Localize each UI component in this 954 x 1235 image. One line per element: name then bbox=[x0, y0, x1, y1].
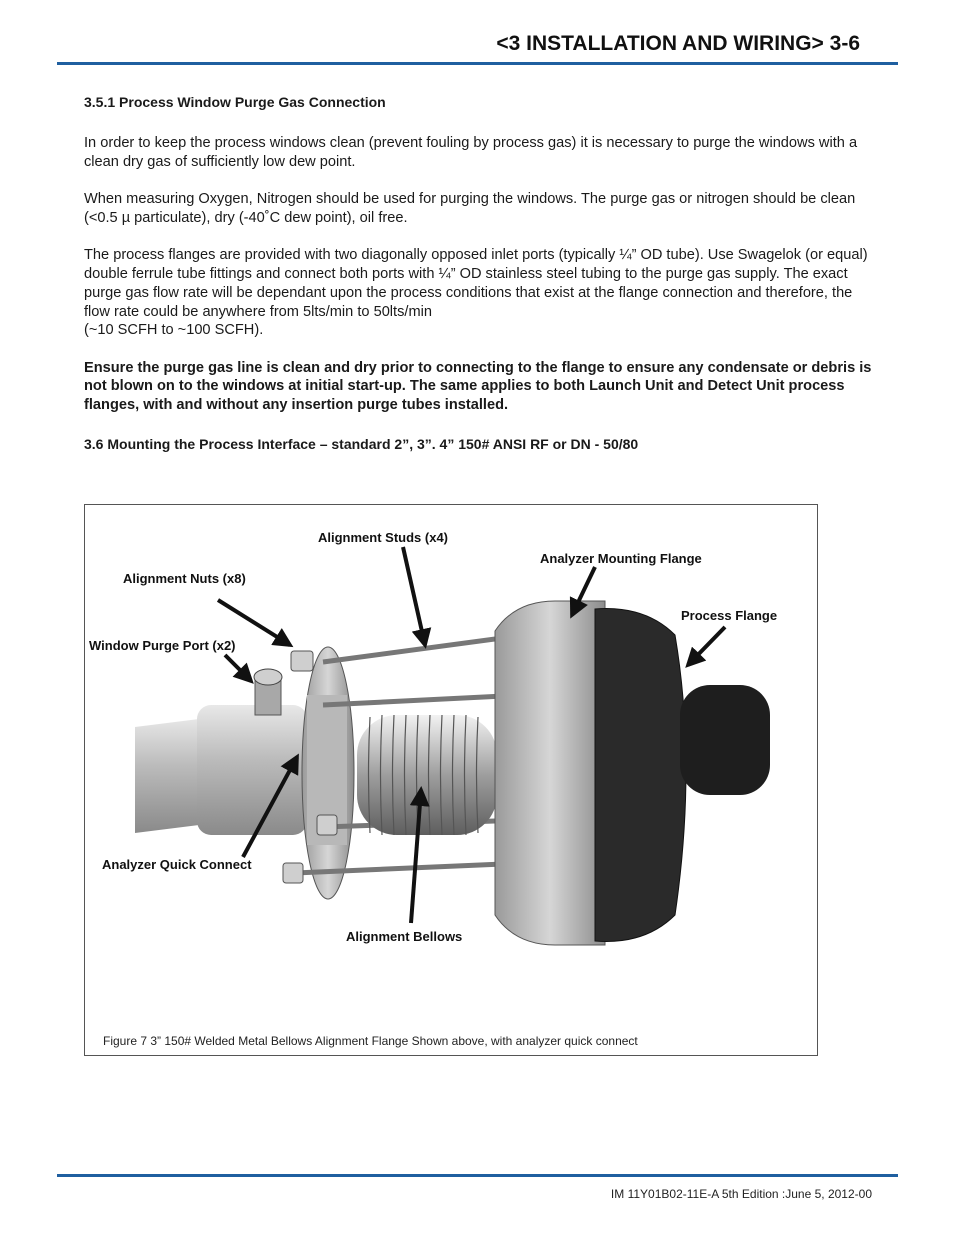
paragraph-nitrogen: When measuring Oxygen, Nitrogen should be used for purging the windows. The purge gas or nitrogen should be clean (<0.5 µ particulate), dry (-40˚C dew point), oil free. bbox=[84, 191, 856, 226]
footer-rule bbox=[57, 1174, 898, 1177]
page-footer: IM 11Y01B02-11E-A 5th Edition :June 5, 2012-00 bbox=[610, 1187, 872, 1201]
arrow-alignment-studs bbox=[403, 547, 425, 645]
arrow-alignment-bellows bbox=[411, 790, 421, 923]
figure-frame bbox=[84, 504, 818, 1056]
arrow-analyzer-quick-connect bbox=[243, 757, 297, 857]
callout-alignment-nuts: Alignment Nuts (x8) bbox=[123, 571, 246, 586]
arrow-process-flange bbox=[688, 627, 725, 665]
callout-window-purge-port: Window Purge Port (x2) bbox=[89, 638, 236, 653]
callout-process-flange: Process Flange bbox=[681, 608, 778, 623]
header-rule bbox=[57, 62, 898, 65]
page-header-title: <3 INSTALLATION AND WIRING> 3-6 bbox=[496, 32, 860, 55]
callout-alignment-bellows: Alignment Bellows bbox=[346, 929, 463, 944]
figure-caption: Figure 7 3” 150# Welded Metal Bellows Alignment Flange Shown above, with analyzer quick connect bbox=[103, 1034, 638, 1048]
main-content bbox=[84, 93, 874, 476]
arrow-window-purge-port bbox=[225, 655, 251, 681]
section-heading-3-5-1: 3.5.1 Process Window Purge Gas Connection bbox=[84, 94, 386, 110]
arrow-analyzer-mounting-flange bbox=[572, 567, 595, 615]
callout-analyzer-quick-connect: Analyzer Quick Connect bbox=[102, 857, 252, 872]
callout-alignment-studs: Alignment Studs (x4) bbox=[318, 530, 449, 545]
section-heading-3-6: 3.6 Mounting the Process Interface – standard 2”, 3”. 4” 150# ANSI RF or DN - 50/80 bbox=[84, 436, 639, 453]
paragraph-purge-intro: In order to keep the process windows clean (prevent fouling by process gas) it is necessary to purge the windows with a clean dry gas of sufficiently low dew point. bbox=[84, 135, 858, 170]
warning-paragraph: Ensure the purge gas line is clean and dry prior to connecting to the flange to ensure any condensate or debris is not blown on to the windows at initial start-up. The same applies to both Launch Unit and Detect Unit process flanges, with and without any insertion purge tubes installed. bbox=[84, 359, 872, 414]
paragraph-flow-rate: (~10 SCFH to ~100 SCFH). bbox=[84, 322, 264, 339]
paragraph-flanges: The process flanges are provided with two diagonally opposed inlet ports (typically ¼” OD tube). Use Swagelok (or equal) double ferrule tube fittings and connect both ports with ¼” OD stainless steel tubing to the purge gas supply. The exact purge gas flow rate will be dependant upon the process conditions that exist at the flange connection and therefore, the flow rate could be anywhere from 5lts/min to 50lts/min bbox=[84, 247, 868, 320]
callout-arrows bbox=[85, 505, 819, 1057]
arrow-alignment-nuts bbox=[218, 600, 290, 645]
callout-analyzer-mounting-flange: Analyzer Mounting Flange bbox=[540, 551, 702, 566]
